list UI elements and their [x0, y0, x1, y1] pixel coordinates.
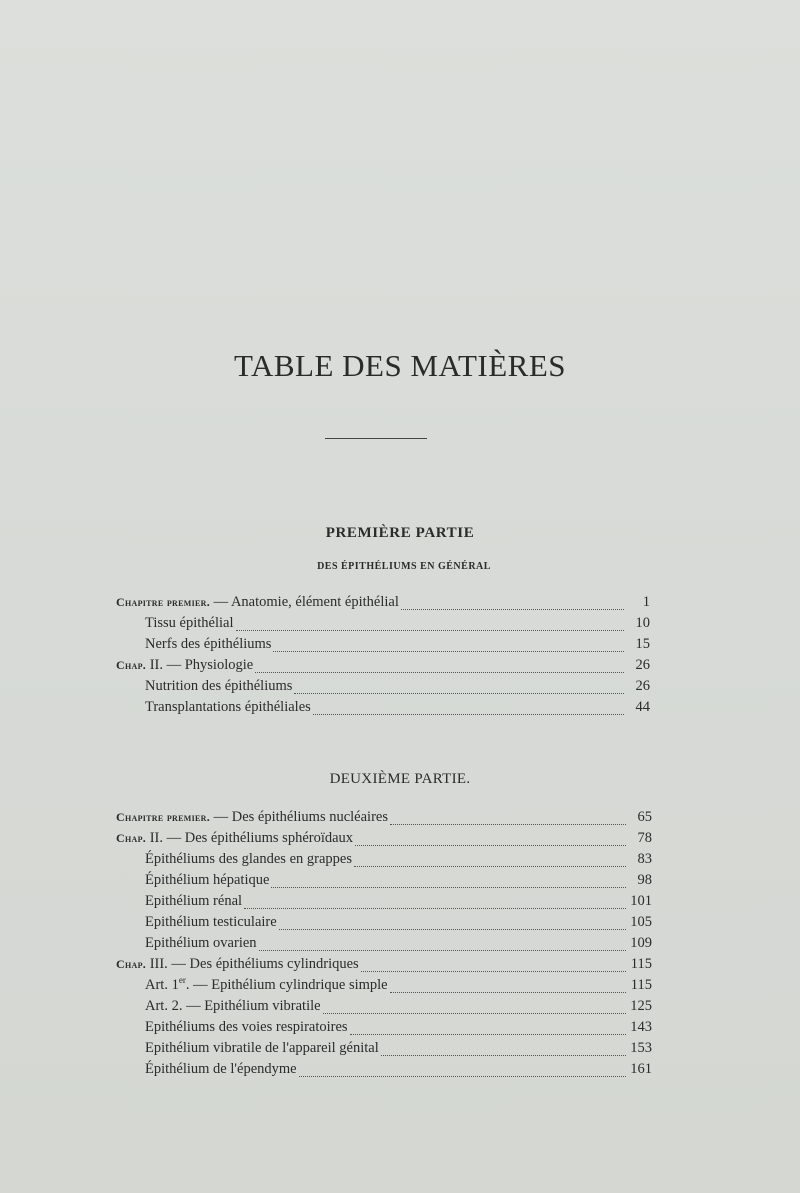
entry-text: — Des épithéliums nucléaires: [210, 809, 388, 825]
page-number: 143: [630, 1019, 652, 1035]
chapter-prefix: Chap.: [116, 658, 147, 672]
entry-text: Transplantations épithéliales: [145, 699, 311, 715]
toc-entry: [116, 809, 652, 829]
toc-entry: [145, 615, 650, 635]
entry-text: Nerfs des épithéliums: [145, 636, 272, 652]
dot-leader: [354, 866, 626, 867]
toc-entry: [145, 977, 652, 997]
entry-text: Épithélium hépatique: [145, 872, 270, 888]
page-number: 105: [630, 914, 652, 930]
page-number: 109: [630, 935, 652, 951]
entry-text: Epithélium ovarien: [145, 935, 257, 951]
entry-text: III. — Des épithéliums cylindriques: [146, 956, 359, 972]
toc-entry: [145, 914, 652, 934]
toc-entry-label: [145, 615, 234, 632]
page-number: 15: [635, 636, 650, 652]
page-number: 65: [637, 809, 652, 825]
page-number: 161: [630, 1061, 652, 1077]
dot-leader: [401, 609, 624, 610]
page-number: 10: [635, 615, 650, 631]
dot-leader: [271, 887, 626, 888]
chapter-prefix: Chapitre premier.: [116, 595, 210, 609]
dot-leader: [244, 908, 626, 909]
page-number: 83: [637, 851, 652, 867]
dot-leader: [273, 651, 624, 652]
entry-text: II. — Physiologie: [146, 657, 254, 673]
dot-leader: [323, 1013, 626, 1014]
part2-heading: DEUXIÈME PARTIE.: [329, 771, 471, 787]
part1-heading: PREMIÈRE PARTIE: [325, 525, 475, 541]
entry-text: Tissu épithélial: [145, 615, 234, 631]
toc-entry: [145, 699, 650, 719]
page-number: 1: [642, 594, 650, 610]
toc-entry: [145, 893, 652, 913]
toc-entry: [116, 594, 650, 614]
toc-entry: [145, 998, 652, 1018]
entry-text: Art. 2. — Epithélium vibratile: [145, 998, 321, 1014]
toc-entry-label: [145, 678, 292, 695]
entry-text: Epithélium rénal: [145, 893, 243, 909]
entry-text-continued: . — Epithélium cylindrique simple: [185, 977, 388, 993]
toc-entry-label: [145, 935, 257, 952]
dot-leader: [236, 630, 625, 631]
entry-text: Art. 1: [145, 977, 179, 993]
toc-entry-label: [145, 893, 242, 910]
toc-entry-label: [145, 914, 277, 931]
entry-text: — Anatomie, élément épithélial: [210, 594, 399, 610]
entry-text: Epithéliums des voies respiratoires: [145, 1019, 348, 1035]
entry-text: Epithélium vibratile de l'appareil génital: [145, 1040, 379, 1056]
page-number: 98: [637, 872, 652, 888]
dot-leader: [255, 672, 624, 673]
part1-subheading: DES ÉPITHÉLIUMS EN GÉNÉRAL: [317, 561, 491, 572]
page-title: TABLE DES MATIÈRES: [233, 348, 567, 383]
toc-entry-label: [116, 956, 359, 973]
toc-entry-label: [145, 1061, 297, 1078]
toc-entry-label: [116, 657, 253, 674]
toc-entry: [145, 678, 650, 698]
entry-text: Épithéliums des glandes en grappes: [145, 851, 352, 867]
toc-entry: [145, 1061, 652, 1081]
entry-text: Épithélium de l'épendyme: [145, 1061, 297, 1077]
toc-entry: [145, 935, 652, 955]
dot-leader: [313, 714, 624, 715]
toc-entry: [116, 956, 652, 976]
chapter-prefix: Chap.: [116, 831, 147, 845]
page-number: 26: [635, 657, 650, 673]
toc-entry: [145, 872, 652, 892]
toc-entry: [116, 830, 652, 850]
toc-entry-label: [116, 809, 388, 826]
chapter-prefix: Chapitre premier.: [116, 810, 210, 824]
toc-entry: [145, 1019, 652, 1039]
dot-leader: [355, 845, 626, 846]
toc-entry-label: [145, 977, 388, 994]
toc-entry: [145, 636, 650, 656]
page-number: 101: [630, 893, 652, 909]
page-number: 26: [635, 678, 650, 694]
toc-entry-label: [145, 851, 352, 868]
page-number: 153: [630, 1040, 652, 1056]
entry-text: II. — Des épithéliums sphéroïdaux: [146, 830, 354, 846]
page-number: 115: [630, 956, 652, 972]
page-number: 78: [637, 830, 652, 846]
page-number: 44: [635, 699, 650, 715]
toc-entry: [145, 851, 652, 871]
toc-entry-label: [145, 998, 321, 1015]
dot-leader: [279, 929, 626, 930]
toc-entry-label: [145, 872, 269, 889]
toc-entry-label: [145, 636, 271, 653]
toc-entry-label: [116, 594, 399, 611]
dot-leader: [350, 1034, 626, 1035]
toc-entry-label: [116, 830, 353, 847]
title-rule: [325, 438, 427, 439]
toc-entry-label: [145, 1019, 348, 1036]
dot-leader: [381, 1055, 626, 1056]
toc-entry: [116, 657, 650, 677]
dot-leader: [259, 950, 626, 951]
toc-entry: [145, 1040, 652, 1060]
dot-leader: [390, 824, 626, 825]
entry-text: Nutrition des épithéliums: [145, 678, 293, 694]
chapter-prefix: Chap.: [116, 957, 147, 971]
toc-entry-label: [145, 1040, 379, 1057]
page-number: 115: [630, 977, 652, 993]
dot-leader: [390, 992, 626, 993]
entry-superscript: er: [178, 975, 186, 986]
dot-leader: [294, 693, 624, 694]
entry-text: Epithélium testiculaire: [145, 914, 277, 930]
toc-entry-label: [145, 699, 311, 716]
page-number: 125: [630, 998, 652, 1014]
dot-leader: [299, 1076, 626, 1077]
dot-leader: [361, 971, 626, 972]
